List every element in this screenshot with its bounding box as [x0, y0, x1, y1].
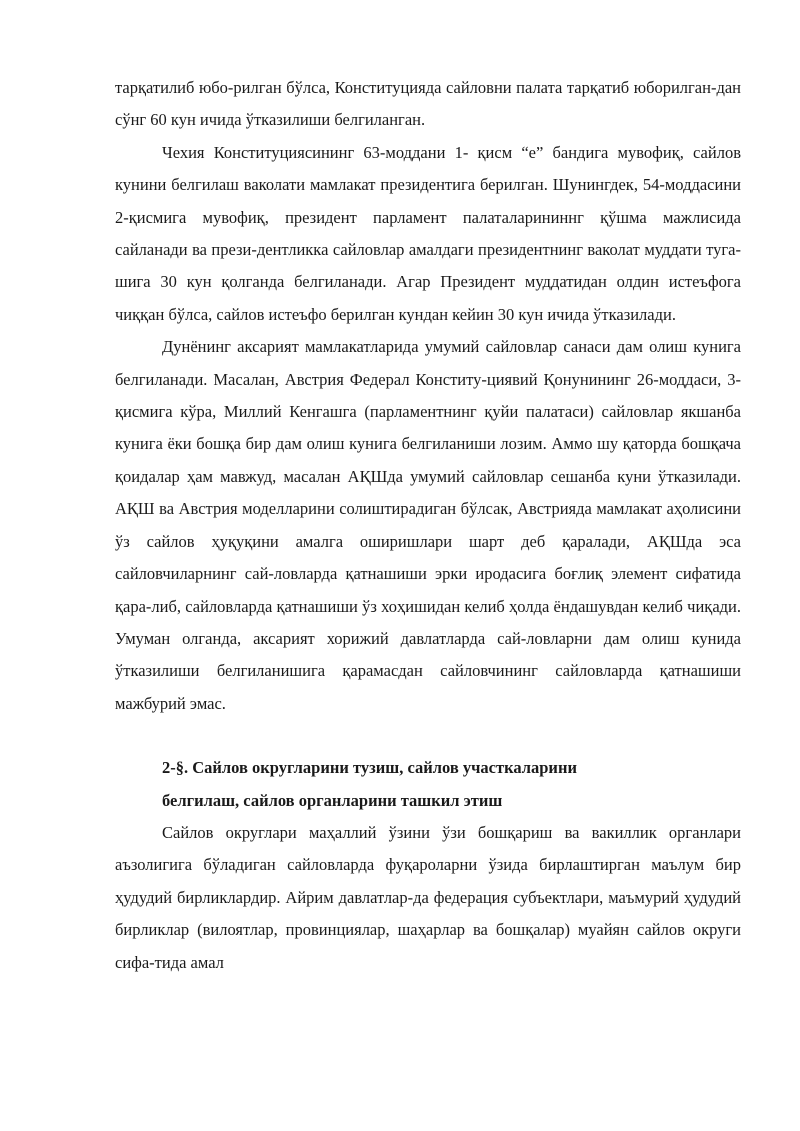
paragraph-czech-constitution: Чехия Конституциясининг 63-моддани 1- қисм “е” бандига мувофиқ, сайлов кунини белгилаш ваколати мамлакат президентига берилган. Шунингдек, 54-моддасини 2-қисмига мувофиқ, президент парламент палаталарининнг қўшма мажлисида сайланади ва прези-дентликка сайловлар амалдаги президентнинг ваколат муддати туга-шига 30 кун қолганда белгиланади. Агар Президент муддатидан олдин истеъфога чиққан бўлса, сайлов истеъфо берилган кундан кейин 30 кун ичида ўтказилади.: [115, 142, 741, 324]
section-heading-line-2: белгилаш, сайлов органларини ташкил этиш: [162, 790, 503, 810]
paragraph-election-dates: Дунёнинг аксарият мамлакатларида умумий сайловлар санаси дам олиш кунига белгиланади. Масалан, Австрия Федерал Конститу-циявий Қонунининг 26-моддаси, 3-қисмига кўра, Миллий Кенгашга (парламентнинг қуйи палатаси) сайловлар якшанба кунига ёки бошқа бир дам олиш кунига белгиланиши лозим. Аммо шу қаторда бошқача қоидалар ҳам мавжуд, масалан АҚШда умумий сайловлар сешанба куни ўтказилади. АҚШ ва Австрия моделларини солиштирадиган бўлсак, Австрияда мамлакат аҳолисини ўз сайлов ҳуқуқини амалга оширишлари шарт деб қаралади, АҚШда эса сайловчиларнинг сай-ловларда қатнашиши эрки иродасига боғлиқ элемент сифатида қара-либ, сайловларда қатнашиши ўз хоҳишидан келиб ҳолда ёндашувдан келиб чиқади. Умуман олганда, аксарият хорижий давлатларда сай-ловларни дам олиш кунида ўтказилиши белгиланишига қарамасдан сайловчининг сайловларда қатнашиши мажбурий эмас.: [115, 337, 741, 713]
paragraph-continuation: тарқатилиб юбо-рилган бўлса, Конституцияда сайловни палата тарқатиб юборилган-дан сўнг 60 кун ичида ўтказилиши белгиланган.: [115, 78, 741, 130]
paragraph-electoral-districts: Сайлов округлари маҳаллий ўзини ўзи бошқариш ва вакиллик органлари аъзолигига бўладиган сайловларда фуқароларни ўзида бирлаштирган маълум бир ҳудудий бирликлардир. Айрим давлатлар-да федерация субъектлари, маъмурий ҳудудий бирликлар (вилоятлар, провинциялар, шаҳарлар ва бошқалар) муайян сайлов округи сифа-тида амал: [115, 822, 741, 972]
section-heading-line-1: 2-§. Сайлов округларини тузиш, сайлов участкаларини: [162, 758, 577, 778]
section-heading: [115, 752, 741, 817]
document-page: [115, 72, 741, 979]
